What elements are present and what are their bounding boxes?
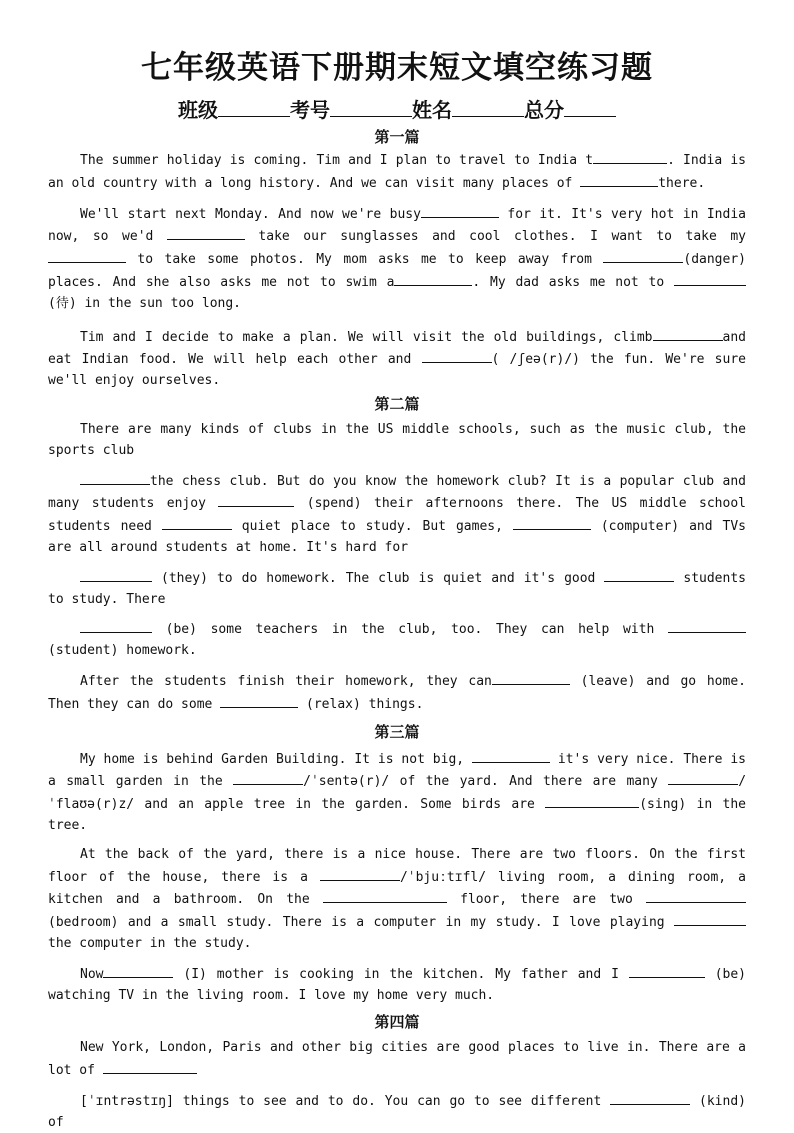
answer-blank[interactable] [668, 618, 746, 633]
answer-blank[interactable] [233, 770, 303, 785]
number-blank[interactable] [330, 96, 412, 117]
answer-blank[interactable] [674, 911, 746, 926]
answer-blank[interactable] [492, 670, 570, 685]
paragraph: (they) to do homework. The club is quiet and it's good students to study. There [48, 567, 746, 611]
answer-blank[interactable] [629, 963, 705, 978]
paragraph: Tim and I decide to make a plan. We will visit the old buildings, climb and eat Indian food. We will help each other and ( /ʃeə(r)/) the fun. We're sure we'll enjoy ourselves. [48, 326, 746, 392]
worksheet-page [48, 48, 746, 1133]
section-heading: 第四篇 [374, 1013, 420, 1032]
answer-blank[interactable] [668, 770, 738, 785]
paragraph: My home is behind Garden Building. It is not big, it's very nice. There is a small garden in the /ˈsentə(r)/ of the yard. And there are many /ˈflaʊə(r)z/ and an apple tree in the garden. Some birds are (sing) in the tree. [48, 748, 746, 837]
class-blank[interactable] [218, 96, 290, 117]
answer-blank[interactable] [422, 348, 492, 363]
paragraph: At the back of the yard, there is a nice house. There are two floors. On the first floor of the house, there is a /ˈbjuːtɪfl/ living room, a dining room, a kitchen and a bathroom. On the floor, there are two (bedroom) and a small study. There is a computer in my study. I love playing the computer in the study. [48, 846, 746, 951]
answer-blank[interactable] [545, 793, 639, 808]
paragraph: After the students finish their homework, they can (leave) and go home. Then they can do some (relax) things. [48, 670, 746, 716]
answer-blank[interactable] [48, 248, 126, 263]
page-title: 七年级英语下册期末短文填空练习题 [141, 50, 653, 86]
section-heading: 第三篇 [374, 722, 420, 741]
answer-blank[interactable] [394, 271, 472, 286]
answer-blank[interactable] [472, 748, 550, 763]
answer-blank[interactable] [603, 248, 683, 263]
answer-blank[interactable] [421, 203, 499, 218]
answer-blank[interactable] [80, 470, 150, 485]
answer-blank[interactable] [513, 515, 591, 530]
answer-blank[interactable] [218, 492, 294, 507]
answer-blank[interactable] [653, 326, 723, 341]
paragraph: New York, London, Paris and other big cities are good places to live in. There are a lot of [48, 1040, 746, 1079]
section-heading: 第一篇 [374, 128, 420, 146]
paragraph: We'll start next Monday. And now we're busy for it. It's very hot in India now, so we'd take our sunglasses and cool clothes. I want to take my to take some photos. My mom asks me to keep away from (danger) places. And she also asks me not to swim a . My dad asks me not to (待) in the sun too long. [48, 203, 746, 315]
section-4 [48, 1011, 746, 1133]
number-label: 考号 [290, 98, 330, 122]
section-3 [48, 721, 746, 1007]
paragraph: There are many kinds of clubs in the US middle schools, such as the music club, the sports club [48, 421, 746, 458]
paragraph: the chess club. But do you know the homework club? It is a popular club and many students enjoy (spend) their afternoons there. The US middle school students need quiet place to study. But games, (computer) and TVs are all around students at home. It's hard for [48, 470, 746, 559]
answer-blank[interactable] [167, 225, 245, 240]
answer-blank[interactable] [646, 888, 746, 903]
answer-blank[interactable] [323, 888, 447, 903]
answer-blank[interactable] [162, 515, 232, 530]
section-heading: 第二篇 [374, 394, 420, 413]
answer-blank[interactable] [80, 567, 152, 582]
paragraph: (be) some teachers in the club, too. They can help with (student) homework. [48, 618, 746, 662]
name-blank[interactable] [452, 96, 524, 117]
section-1 [48, 126, 746, 392]
section-2 [48, 393, 746, 716]
student-info-line [48, 96, 746, 122]
class-label: 班级 [178, 98, 218, 122]
answer-blank[interactable] [320, 866, 400, 881]
name-label: 姓名 [412, 98, 452, 122]
answer-blank[interactable] [580, 172, 658, 187]
answer-blank[interactable] [80, 618, 152, 633]
score-label: 总分 [524, 98, 564, 122]
paragraph: The summer holiday is coming. Tim and I plan to travel to India t . India is an old country with a long history. And we can visit many places of there. [48, 149, 746, 195]
answer-blank[interactable] [610, 1090, 690, 1105]
answer-blank[interactable] [593, 149, 667, 164]
paragraph: [ˈɪntrəstɪŋ] things to see and to do. You can go to see different (kind) of [48, 1090, 746, 1133]
answer-blank[interactable] [103, 963, 173, 978]
score-blank[interactable] [564, 96, 616, 117]
answer-blank[interactable] [674, 271, 746, 286]
answer-blank[interactable] [220, 693, 298, 708]
answer-blank[interactable] [103, 1059, 197, 1074]
paragraph: Now (I) mother is cooking in the kitchen. My father and I (be) watching TV in the living room. I love my home very much. [48, 963, 746, 1007]
answer-blank[interactable] [604, 567, 674, 582]
